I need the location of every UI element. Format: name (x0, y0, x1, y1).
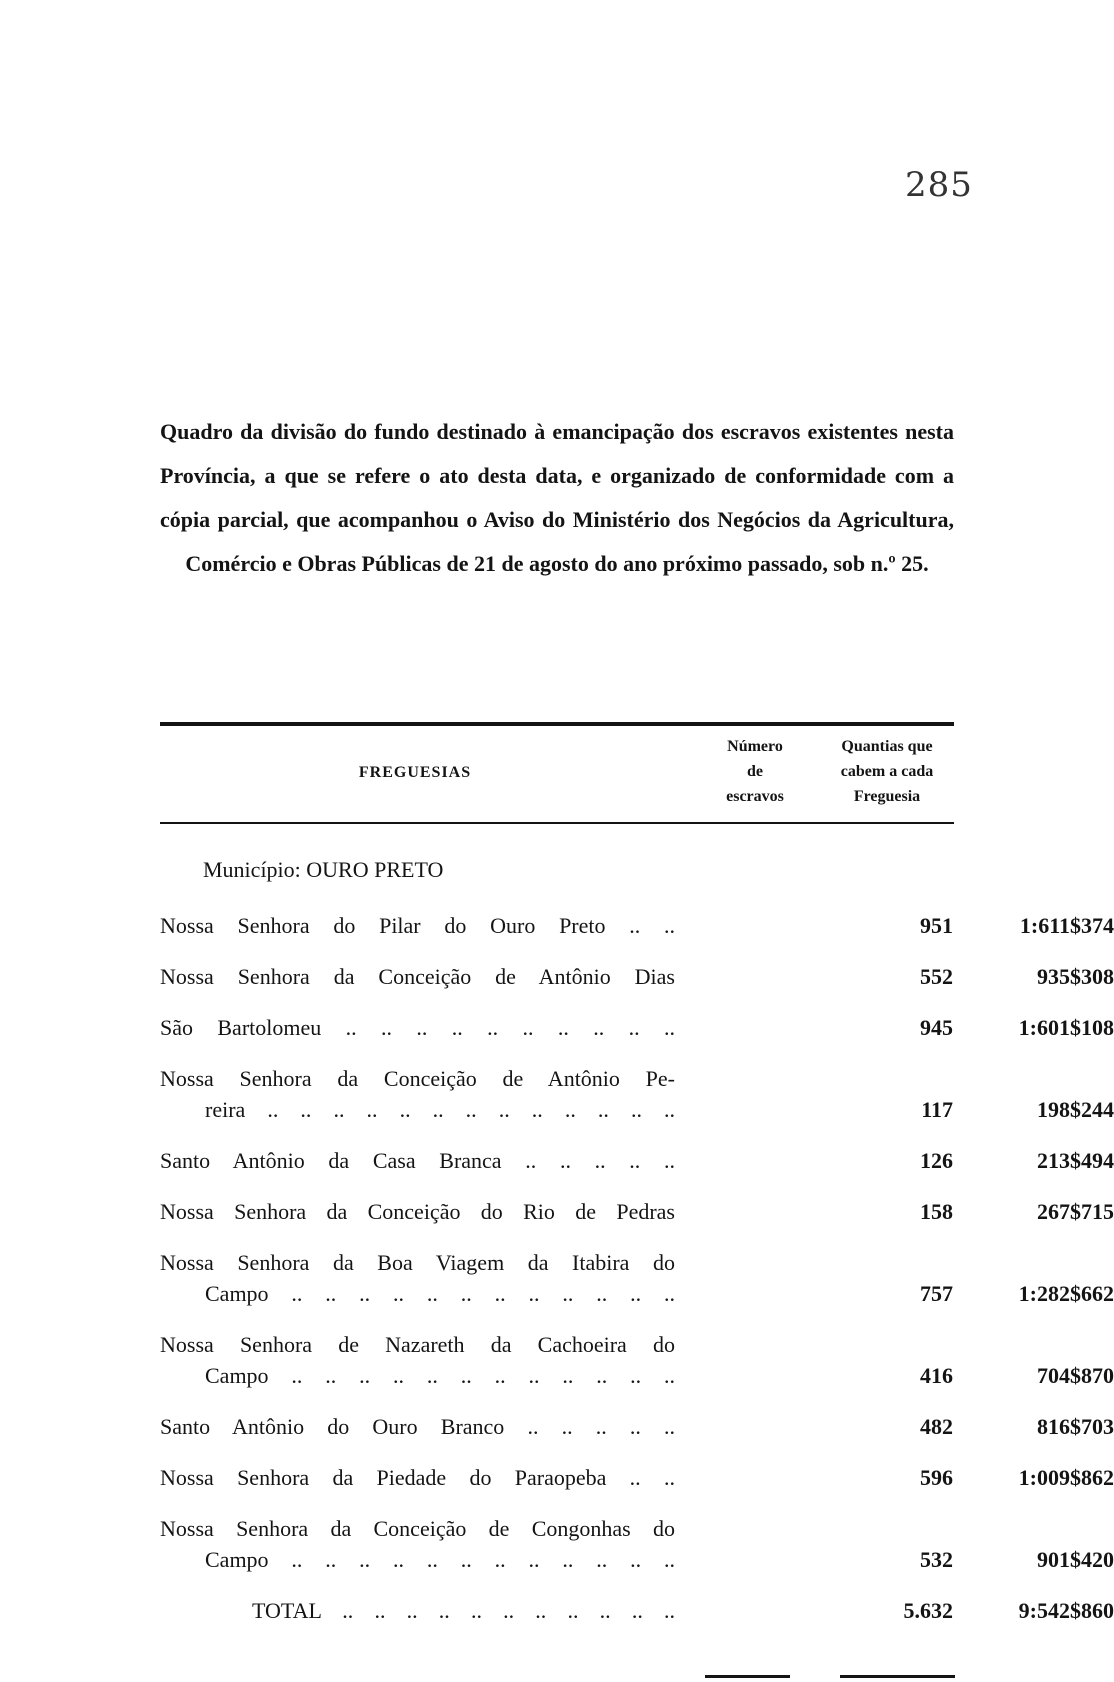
table-row (160, 1513, 1114, 1575)
municipio-heading: Município: OURO PRETO (203, 857, 444, 882)
total-label (160, 1595, 675, 1626)
table-row (160, 961, 1114, 992)
table-body (160, 910, 1114, 1646)
table-row (160, 1063, 1114, 1125)
quantia-cell: 198$244 (1037, 1097, 1114, 1122)
quantia-cell: 816$703 (1037, 1414, 1114, 1439)
freguesia-name-line: Nossa Senhora da Conceição de Antônio Pe- (160, 1066, 675, 1091)
quantia-cell: 1:611$374 (1019, 913, 1114, 938)
page-number: 285 (905, 165, 973, 205)
numero-escravos-cell: 757 (920, 1281, 953, 1306)
numero-escravos-cell: 482 (920, 1414, 953, 1439)
table-row (160, 910, 1114, 941)
table-top-rule (160, 722, 954, 726)
header-numero-escravos (690, 734, 820, 809)
header-quantias-line: Quantias que (841, 738, 933, 755)
numero-escravos-cell: 126 (920, 1148, 953, 1173)
total-numero-rule (705, 1675, 790, 1678)
freguesia-name-line: Nossa Senhora da Conceição de Congonhas do (160, 1516, 675, 1541)
quantia-cell: 1:601$108 (1018, 1015, 1114, 1040)
total-numero: 5.632 (903, 1598, 953, 1623)
numero-escravos-cell: 945 (920, 1015, 953, 1040)
table-row (160, 1196, 1114, 1227)
total-row (160, 1595, 1114, 1626)
table-header-rule (160, 822, 954, 824)
table-row (160, 1012, 1114, 1043)
header-numero-line: de (747, 763, 763, 780)
header-quantias-line: cabem a cada (840, 763, 934, 780)
quantia-cell: 935$308 (1037, 964, 1114, 989)
table-row (160, 1411, 1114, 1442)
freguesia-name-line: São Bartolomeu .. .. .. .. .. .. .. .. .. .. (160, 1015, 675, 1040)
freguesia-name (160, 1063, 675, 1125)
quantia-cell: 267$715 (1037, 1199, 1114, 1224)
table-row (160, 1247, 1114, 1309)
table-row (160, 1145, 1114, 1176)
header-numero-line: escravos (726, 788, 784, 805)
freguesia-name-line: Nossa Senhora de Nazareth da Cachoeira do (160, 1332, 675, 1357)
table-row (160, 1329, 1114, 1391)
freguesia-name-line: Nossa Senhora da Conceição do Rio de Pedras (160, 1199, 675, 1224)
freguesia-name-line: Campo .. .. .. .. .. .. .. .. .. .. .. .. (205, 1363, 675, 1388)
freguesia-name-line: Nossa Senhora da Boa Viagem da Itabira do (160, 1250, 675, 1275)
freguesia-name-line: Santo Antônio do Ouro Branco .. .. .. .. .. (160, 1414, 675, 1439)
freguesia-name (160, 1145, 675, 1176)
header-numero-line: Número (727, 738, 783, 755)
intro-paragraph: Quadro da divisão do fundo destinado à emancipação dos escravos existentes nesta Província, a que se refere o ato desta data, e organizado de conformidade com a cópia parcial, que acompanhou o Aviso do Ministério dos Negócios da Agricultura, Comércio e Obras Públicas de 21 de agosto do ano próximo passado, sob n.º 25. (160, 419, 954, 576)
freguesia-name (160, 961, 675, 992)
header-quantias (812, 734, 962, 809)
quantia-cell: 1:282$662 (1018, 1281, 1114, 1306)
freguesia-name-line: Campo .. .. .. .. .. .. .. .. .. .. .. .. (205, 1281, 675, 1306)
freguesia-name (160, 1247, 675, 1309)
numero-escravos-cell: 158 (920, 1199, 953, 1224)
quantia-cell: 213$494 (1037, 1148, 1114, 1173)
freguesia-name (160, 910, 675, 941)
total-quantia: 9:542$860 (1018, 1598, 1114, 1623)
total-quantia-rule (840, 1675, 955, 1678)
quantia-cell: 901$420 (1037, 1547, 1114, 1572)
numero-escravos-cell: 117 (921, 1097, 953, 1122)
header-quantias-line: Freguesia (853, 788, 921, 805)
freguesia-name (160, 1411, 675, 1442)
freguesia-name-line: reira .. .. .. .. .. .. .. .. .. .. .. .. .. (205, 1097, 675, 1122)
table-row (160, 1462, 1114, 1493)
freguesia-name (160, 1462, 675, 1493)
freguesia-name (160, 1513, 675, 1575)
numero-escravos-cell: 596 (920, 1465, 953, 1490)
total-label-text: TOTAL .. .. .. .. .. .. .. .. .. .. .. (252, 1598, 675, 1623)
freguesia-name-line: Nossa Senhora da Conceição de Antônio Dias (160, 964, 675, 989)
freguesia-name-line: Santo Antônio da Casa Branca .. .. .. .. .. (160, 1148, 675, 1173)
freguesia-name-line: Nossa Senhora da Piedade do Paraopeba .. .. (160, 1465, 675, 1490)
freguesia-name-line: Campo .. .. .. .. .. .. .. .. .. .. .. .. (205, 1547, 675, 1572)
numero-escravos-cell: 951 (920, 913, 953, 938)
quantia-cell: 704$870 (1037, 1363, 1114, 1388)
quantia-cell: 1:009$862 (1018, 1465, 1114, 1490)
freguesia-name (160, 1329, 675, 1391)
numero-escravos-cell: 416 (920, 1363, 953, 1388)
freguesia-name (160, 1012, 675, 1043)
freguesia-name (160, 1196, 675, 1227)
freguesia-name-line: Nossa Senhora do Pilar do Ouro Preto .. .. (160, 913, 675, 938)
numero-escravos-cell: 552 (920, 964, 953, 989)
numero-escravos-cell: 532 (920, 1547, 953, 1572)
header-freguesias: FREGUESIAS (358, 764, 472, 781)
